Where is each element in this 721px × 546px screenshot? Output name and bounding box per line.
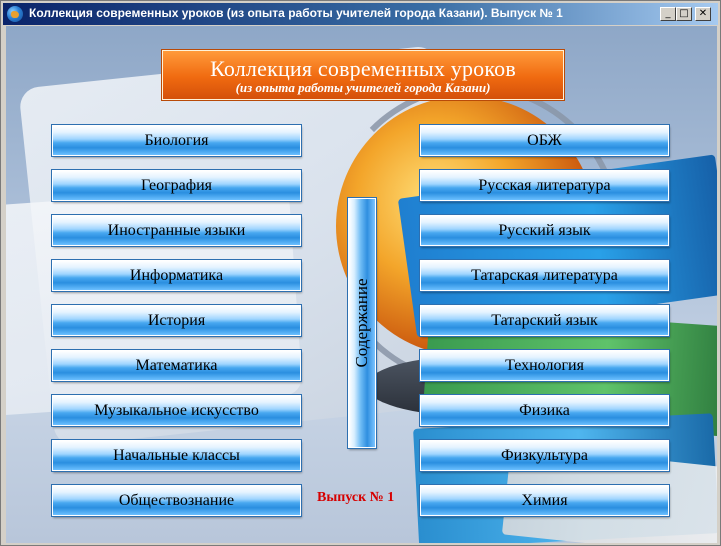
close-button[interactable]: ✕: [695, 7, 711, 21]
subject-button-biology[interactable]: Биология: [52, 125, 301, 156]
banner-title: Коллекция современных уроков: [210, 56, 516, 81]
subject-button-pe[interactable]: Физкультура: [420, 440, 669, 471]
subject-button-languages[interactable]: Иностранные языки: [52, 215, 301, 246]
subject-button-music[interactable]: Музыкальное искусство: [52, 395, 301, 426]
subject-button-tatar-lit[interactable]: Татарская литература: [420, 260, 669, 291]
minimize-button[interactable]: _: [660, 7, 676, 21]
subject-button-social[interactable]: Обществознание: [52, 485, 301, 516]
subject-button-history[interactable]: История: [52, 305, 301, 336]
issue-label: Выпуск № 1: [317, 490, 395, 505]
header-banner: [162, 50, 564, 100]
subject-button-geography[interactable]: География: [52, 170, 301, 201]
main-stage: [6, 26, 717, 543]
subject-button-russian-lit[interactable]: Русская литература: [420, 170, 669, 201]
subject-button-russian-lang[interactable]: Русский язык: [420, 215, 669, 246]
banner-subtitle: (из опыта работы учителей города Казани): [235, 80, 491, 95]
subject-button-safety[interactable]: ОБЖ: [420, 125, 669, 156]
subject-button-technology[interactable]: Технология: [420, 350, 669, 381]
globe-icon: [7, 6, 23, 22]
window-title: Коллекция современных уроков (из опыта работы учителей города Казани). Выпуск № 1: [29, 6, 563, 20]
subject-button-tatar-lang[interactable]: Татарский язык: [420, 305, 669, 336]
subject-button-math[interactable]: Математика: [52, 350, 301, 381]
maximize-button[interactable]: □: [676, 7, 692, 21]
title-bar[interactable]: [3, 3, 718, 25]
subject-button-primary[interactable]: Начальные классы: [52, 440, 301, 471]
subject-button-physics[interactable]: Физика: [420, 395, 669, 426]
subject-button-informatics[interactable]: Информатика: [52, 260, 301, 291]
contents-button[interactable]: [348, 198, 376, 448]
contents-label: Содержание: [352, 278, 371, 368]
subject-button-chemistry[interactable]: Химия: [420, 485, 669, 516]
